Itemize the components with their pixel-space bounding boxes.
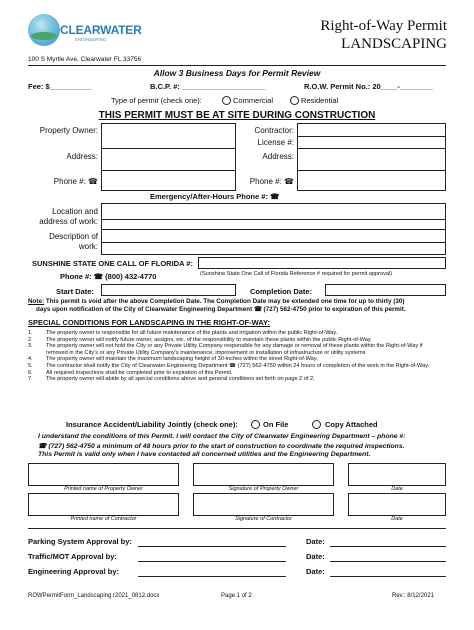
contractor-sig-caption: Signature of Contractor: [235, 516, 292, 522]
residential-radio[interactable]: [290, 96, 299, 105]
work-line: [101, 229, 446, 230]
residential-label: Residential: [301, 96, 339, 105]
condition-item: [28, 376, 446, 383]
footer-revision: Rev.: 8/12/2021: [392, 593, 434, 599]
conditions-list: [28, 330, 446, 383]
owner-signature-box[interactable]: [193, 463, 334, 486]
contractor-phone-label: Phone #: ☎: [249, 177, 294, 186]
owner-name-caption: Printed name of Property Owner: [64, 486, 143, 492]
on-file-radio[interactable]: [251, 420, 260, 429]
copy-attached-radio[interactable]: [312, 420, 321, 429]
site-notice: THIS PERMIT MUST BE AT SITE DURING CONSTRUCTION: [98, 110, 376, 121]
condition-item: [28, 337, 446, 344]
page-subtitle: LANDSCAPING: [341, 36, 447, 52]
statement-line3: This Permit is valid only when I have contacted all concerned utilities and the Engineering Department.: [38, 451, 371, 458]
owner-date-caption: Date: [391, 486, 403, 492]
traffic-approval-line[interactable]: [138, 561, 286, 562]
address-line: 100 S Myrtle Ave, Clearwater FL 33756: [28, 56, 142, 63]
engineering-date-label: Date:: [306, 567, 325, 576]
divider: [28, 528, 446, 529]
commercial-radio[interactable]: [222, 96, 231, 105]
condition-text: The property owner will notify future owner, assigns, etc. of the responsibility to maintain these plants within the public Right-of-Way.: [46, 336, 372, 343]
void-note-label: Note:: [28, 298, 45, 305]
work-line: [101, 242, 446, 243]
void-note-line1: [28, 298, 404, 305]
row-permit-field[interactable]: R.O.W. Permit No.: 20____-________: [304, 82, 434, 91]
condition-num: 2.: [28, 336, 33, 343]
traffic-approval-label: Traffic/MOT Approval by:: [28, 552, 117, 561]
condition-text: The property owner will maintain the maximum landscaping height of 30-inches within the street Right-of-Way.: [46, 356, 318, 363]
condition-num: 6.: [28, 369, 33, 376]
bcp-field[interactable]: B.C.P. #: ____________________: [150, 82, 266, 91]
parking-date-line[interactable]: [330, 546, 446, 547]
review-notice: Allow 3 Business Days for Permit Review: [153, 68, 321, 78]
footer-filename: ROWPermitForm_Landscaping r2021_0812.docx: [28, 593, 160, 599]
footer-page: Page 1 of 2: [221, 593, 252, 599]
description-label-1: Description of: [49, 232, 98, 241]
contractor-line: [297, 148, 446, 149]
condition-num: 4.: [28, 356, 33, 363]
condition-num: 7.: [28, 376, 33, 383]
condition-text: All required inspections shall be completed prior to expiration of this Permit.: [46, 369, 233, 376]
fee-field[interactable]: Fee: $__________: [28, 82, 92, 91]
description-label-2: work:: [78, 242, 98, 251]
start-date-field[interactable]: [101, 284, 236, 296]
contractor-signature-box[interactable]: [193, 493, 334, 516]
sunshine-phone: Phone #: ☎ (800) 432-4770: [60, 272, 157, 281]
work-line: [101, 219, 446, 220]
sunshine-note: (Sunshine State One Call of Florida Reference # required for permit approval): [200, 271, 393, 277]
owner-line: [101, 148, 236, 149]
engineering-approval-line[interactable]: [138, 576, 286, 577]
void-note-text1: This permit is void after the above Completion Date. The Completion Date may be extended one time for up to thirty (30): [45, 298, 405, 305]
contractor-line: [297, 136, 446, 137]
condition-item: [28, 370, 446, 377]
parking-approval-line[interactable]: [138, 546, 286, 547]
condition-text: The property owner is responsible for all future maintenance of the plants and irrigation within the public Right-of-Way.: [46, 330, 338, 336]
contractor-date-box[interactable]: [348, 493, 446, 516]
divider: [28, 65, 446, 66]
condition-item: [28, 356, 446, 363]
parking-approval-label: Parking System Approval by:: [28, 537, 132, 546]
contractor-address-label: Address:: [262, 152, 294, 161]
start-date-label: Start Date:: [56, 287, 94, 296]
owner-phone-label: Phone #: ☎: [53, 177, 98, 186]
condition-item: [28, 343, 446, 356]
void-note-text2: days upon notification of the City of Clearwater Engineering Department ☎ (727) 562-4750 prior to expiration of this permit.: [36, 306, 406, 313]
logo-subtext: ENGINEERING: [75, 37, 107, 42]
logo-globe-icon: [28, 14, 60, 46]
contractor-name-caption: Printed name of Contractor: [70, 516, 137, 522]
engineering-date-line[interactable]: [330, 576, 446, 577]
logo-wave-icon: [31, 32, 57, 40]
condition-text: The property owner will abide by all special conditions above and general conditions set forth on page 2 of 2.: [46, 376, 315, 383]
statement-line1: I understand the conditions of this Permit. I will contact the City of Clearwater Engineering Department – phone #:: [38, 433, 406, 440]
location-label-1: Location and: [52, 207, 98, 216]
parking-date-label: Date:: [306, 537, 325, 546]
page-title: Right-of-Way Permit: [320, 18, 447, 34]
location-label-2: address of work:: [39, 217, 98, 226]
property-owner-label: Property Owner:: [39, 126, 98, 135]
owner-line: [101, 170, 236, 171]
conditions-title: SPECIAL CONDITIONS FOR LANDSCAPING IN THE RIGHT-OF-WAY:: [28, 318, 270, 327]
owner-sig-caption: Signature of Property Owner: [228, 486, 299, 492]
copy-attached-label: Copy Attached: [325, 420, 378, 429]
owner-date-box[interactable]: [348, 463, 446, 486]
sunshine-title: SUNSHINE STATE ONE CALL OF FLORIDA #:: [32, 259, 193, 268]
contractor-box[interactable]: [297, 123, 446, 191]
condition-text: The contractor shall notify the City of Clearwater Engineering Department ☎ (727) 562-4750 within 24 hours of completion of the work in the Right-of-Way.: [46, 362, 430, 369]
contractor-date-caption: Date: [391, 516, 403, 522]
condition-item: [28, 330, 446, 337]
clearwater-logo: [28, 14, 142, 54]
contractor-label: Contractor:: [254, 126, 294, 135]
permit-type-label: Type of permit (check one):: [111, 96, 202, 105]
owner-box[interactable]: [101, 123, 236, 191]
contractor-name-box[interactable]: [28, 493, 179, 516]
commercial-label: Commercial: [233, 96, 274, 105]
condition-num: 5.: [28, 362, 33, 369]
on-file-label: On File: [263, 420, 289, 429]
owner-address-label: Address:: [66, 152, 98, 161]
completion-date-label: Completion Date:: [250, 287, 313, 296]
condition-num: 1.: [28, 330, 33, 336]
condition-num: 3.: [28, 343, 33, 350]
engineering-approval-label: Engineering Approval by:: [28, 567, 119, 576]
contractor-line: [297, 170, 446, 171]
statement-line2: ☎ (727) 562-4750 a minimum of 48 hours prior to the start of construction to coordinate the required inspections.: [38, 443, 405, 450]
condition-item: [28, 363, 446, 370]
sunshine-ref-box[interactable]: [198, 257, 446, 269]
traffic-date-label: Date:: [306, 552, 325, 561]
completion-date-field[interactable]: [325, 284, 446, 296]
owner-name-box[interactable]: [28, 463, 179, 486]
logo-text: CLEARWATER: [60, 23, 142, 37]
license-label: License #:: [257, 138, 294, 147]
insurance-label: Insurance Accident/Liability Jointly (check one):: [66, 420, 238, 429]
traffic-date-line[interactable]: [330, 561, 446, 562]
condition-text: The property owner will not hold the City or any Private Utility Company responsible for any damage or removal of these plants within the Right-of-Way if removed in the City's or any Private Utility Company's maintenance, improvement or installation of infrastructure or utility systems: [46, 343, 423, 356]
emergency-phone-label: Emergency/After-Hours Phone #: ☎: [150, 192, 280, 201]
